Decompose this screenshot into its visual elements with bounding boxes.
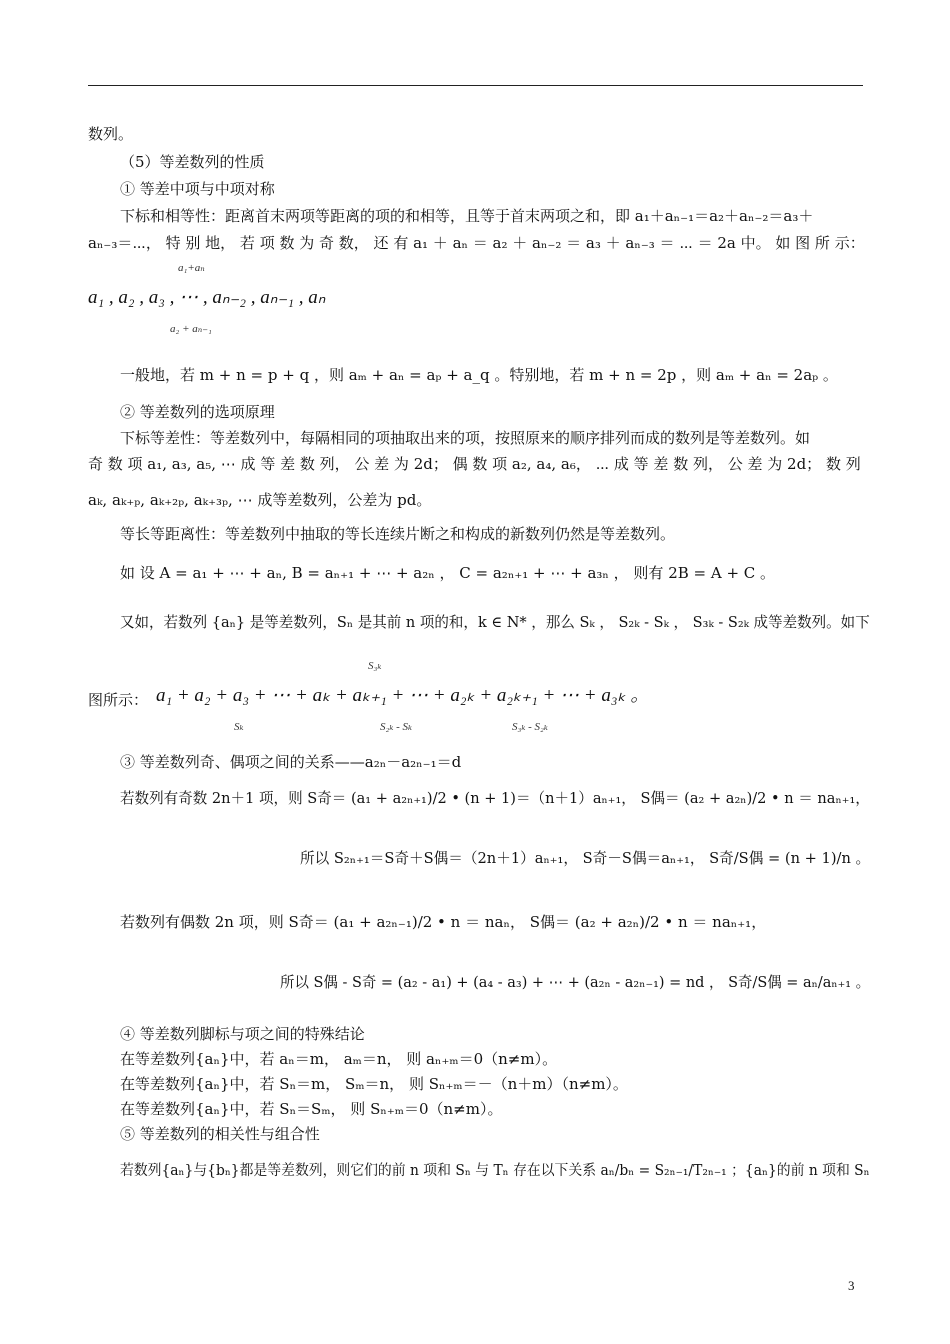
brace-label-top: a₁+aₙ: [178, 262, 205, 274]
text-line: 所以 S偶 - S奇 = (a₂ - a₁) + (a₄ - a₃) + ⋯ + (a₂ₙ - a₂ₙ₋₁) = nd ， S奇/S偶 = aₙ/aₙ₊₁ 。: [280, 973, 871, 991]
text-line: 下标等差性：等差数列中，每隔相同的项抽取出来的项，按照原来的顺序排列而成的数列是等差数列。如: [120, 429, 811, 447]
header-rule: [88, 85, 863, 86]
text-line: 数列。: [88, 125, 134, 143]
subsection-heading: ① 等差中项与中项对称: [120, 180, 275, 198]
text-line: 下标和相等性：距离首末两项等距离的项的和相等，且等于首末两项之和，即 a₁＋aₙ₋₁＝a₂＋aₙ₋₂＝a₃＋: [120, 207, 814, 225]
text-line: 所以 S₂ₙ₊₁＝S奇＋S偶＝（2n＋1）aₙ₊₁， S奇－S偶＝aₙ₊₁， S奇/S偶 = (n + 1)/n 。: [300, 849, 871, 867]
brace-label-top: S₃ₖ: [368, 660, 382, 672]
text-line: 奇 数 项 a₁, a₃, a₅, ⋯ 成 等 差 数 列， 公 差 为 2d； 偶 数 项 a₂, a₄, a₆， ⋯ 成 等 差 数 列， 公 差 为 2d； 数 列: [88, 455, 861, 473]
figure-label: 图所示：: [88, 691, 149, 709]
text-line: 在等差数列{aₙ}中，若 Sₙ＝Sₘ， 则 Sₙ₊ₘ＝0（n≠m）。: [120, 1100, 503, 1118]
text-line: 等长等距离性：等差数列中抽取的等长连续片断之和构成的新数列仍然是等差数列。: [120, 525, 676, 543]
sequence-formula: a₁ , a₂ , a₃ , ⋯ , aₙ₋₂ , aₙ₋₁ , aₙ: [88, 287, 326, 308]
subsection-heading: ④ 等差数列脚标与项之间的特殊结论: [120, 1025, 365, 1043]
brace-label-bottom: S₃ₖ - S₂ₖ: [512, 721, 548, 733]
text-line: aₖ, aₖ₊ₚ, aₖ₊₂ₚ, aₖ₊₃ₚ, ⋯ 成等差数列，公差为 pd。: [88, 491, 432, 509]
brace-label-bottom: a₂ + aₙ₋₁: [170, 323, 212, 335]
brace-label-bottom: S₂ₖ - Sₖ: [380, 721, 413, 733]
text-line: 若数列有奇数 2n＋1 项，则 S奇＝ (a₁ + a₂ₙ₊₁)/2 • (n + 1)＝（n＋1）aₙ₊₁， S偶＝ (a₂ + a₂ₙ)/2 • n ＝ naₙ₊₁，: [120, 789, 870, 807]
text-line: 若数列{aₙ}与{bₙ}都是等差数列，则它们的前 n 项和 Sₙ 与 Tₙ 存在以下关系 aₙ/bₙ = S₂ₙ₋₁/T₂ₙ₋₁ ；{aₙ}的前 n 项和 Sₙ: [120, 1163, 870, 1179]
section-heading: （5）等差数列的性质: [120, 153, 265, 171]
text-line: 如 设 A = a₁ + ⋯ + aₙ, B = aₙ₊₁ + ⋯ + a₂ₙ ， C = a₂ₙ₊₁ + ⋯ + a₃ₙ ， 则有 2B = A + C 。: [120, 564, 776, 582]
subsection-heading: ⑤ 等差数列的相关性与组合性: [120, 1125, 320, 1143]
text-line: aₙ₋₃＝⋯， 特 别 地， 若 项 数 为 奇 数， 还 有 a₁ ＋ aₙ ＝ a₂ ＋ aₙ₋₂ ＝ a₃ ＋ aₙ₋₃ ＝ ⋯ ＝ 2a 中。 如 图 所 示：: [88, 234, 865, 252]
text-line: 在等差数列{aₙ}中，若 Sₙ＝m， Sₘ＝n， 则 Sₙ₊ₘ＝－（n＋m）（n≠m）。: [120, 1075, 628, 1093]
partial-sum-formula: a₁ + a₂ + a₃ + ⋯ + aₖ + aₖ₊₁ + ⋯ + a₂ₖ + a₂ₖ₊₁ + ⋯ + a₃ₖ 。: [156, 685, 650, 706]
text-line: 一般地，若 m + n = p + q ，则 aₘ + aₙ = aₚ + a_q 。特别地，若 m + n = 2p ，则 aₘ + aₙ = 2aₚ 。: [120, 366, 838, 384]
subsection-heading: ② 等差数列的选项原理: [120, 403, 275, 421]
text-line: 若数列有偶数 2n 项，则 S奇＝ (a₁ + a₂ₙ₋₁)/2 • n ＝ naₙ， S偶＝ (a₂ + a₂ₙ)/2 • n ＝ naₙ₊₁，: [120, 913, 767, 931]
page-number: 3: [848, 1278, 855, 1293]
subsection-heading: ③ 等差数列奇、偶项之间的关系——a₂ₙ－a₂ₙ₋₁＝d: [120, 753, 462, 771]
text-line: 在等差数列{aₙ}中，若 aₙ＝m， aₘ＝n， 则 aₙ₊ₘ＝0（n≠m）。: [120, 1050, 558, 1068]
text-line: 又如，若数列 {aₙ} 是等差数列，Sₙ 是其前 n 项的和，k ∈ N* ，那么 Sₖ ， S₂ₖ - Sₖ ， S₃ₖ - S₂ₖ 成等差数列。如下: [120, 613, 870, 631]
brace-label-bottom: Sₖ: [234, 721, 244, 733]
